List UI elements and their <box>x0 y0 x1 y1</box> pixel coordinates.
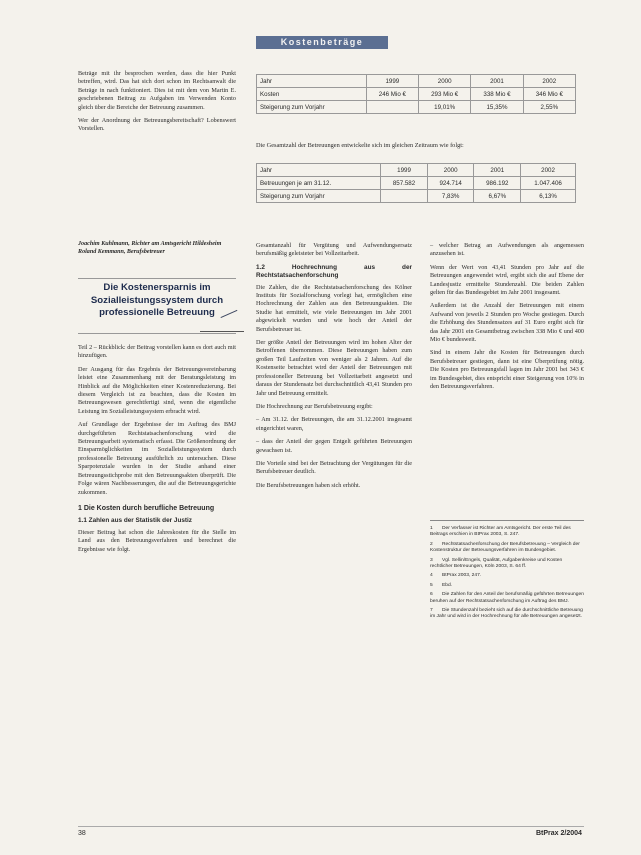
footnote-number: 6 <box>430 592 433 598</box>
table-cell: 2002 <box>523 75 575 88</box>
table-cell: Steigerung zum Vorjahr <box>257 101 367 114</box>
table-row <box>257 190 576 203</box>
table-row <box>257 177 576 190</box>
footnote-number: 1 <box>430 526 433 531</box>
paragraph: – welcher Betrag an Aufwendungen als angemessen anzusehen ist. <box>430 242 584 258</box>
paragraph: Wenn der Wert von 43,41 Stunden pro Jahr auf die Betreuungen angewendet wird, ergibt sich die auf Ebene der Landesjustiz ermittelte Stundenzahl. Die beiden Zahlen gelten für das Bundesgebiet im Jahr 2001 insgesamt. <box>430 263 584 297</box>
journal-name: BtPrax 2/2004 <box>536 830 582 837</box>
table-cell <box>366 101 418 114</box>
footnote <box>430 558 584 571</box>
table-cell: 293 Mio € <box>419 88 471 101</box>
table-cell <box>381 190 428 203</box>
subsection-heading: 1.1 Zahlen aus der Statistik der Justiz <box>78 517 193 525</box>
col2-body <box>256 242 412 495</box>
paragraph: Beträge mit ihr besprochen werden, dass die hier Punkt betreffen, wird. Das hat sich dort schon im Rechtsanwalt die Beträge in nach funktioniert. Dies ist mit dem von Martin E. geschriebenen Beitrag zu Aufgaben im Verwenden Konto gleich über die Bereiche der Betreuung zusammen. <box>78 70 236 111</box>
paragraph: – dass der Anteil der gegen Entgelt geführten Betreuungen gewachsen ist. <box>256 438 412 454</box>
table-caption: Die Gesamtzahl der Betreuungen entwickelte sich im gleichen Zeitraum wie folgt: <box>256 142 464 149</box>
section-heading: 1 Die Kosten durch berufliche Betreuung <box>78 504 215 512</box>
table-cell: 2002 <box>521 164 576 177</box>
paragraph: Der Ausgang für das Ergebnis der Betreuungsvereinbarung leistet eine Zusammenhang mit der Beratungsleistung im Hinblick auf die Möglichkeiten einer Kostenreduzierung. Bei diesem Vergleich ist zu beachten, dass die Kosten im Betreuungswesen gerechtfertigt sind, wenn die eigentliche Leistung im Sozialleistungssystem erbracht wird. <box>78 365 236 415</box>
footnote-number: 4 <box>430 573 433 579</box>
table-cell: 2001 <box>474 164 521 177</box>
footnote-number: 2 <box>430 541 433 547</box>
footnote-text: Ebd. <box>442 582 453 588</box>
signature-mark <box>200 317 244 332</box>
table-cell: 2,55% <box>523 101 575 114</box>
table-cell: Betreuungen je am 31.12. <box>257 177 381 190</box>
footnote-number: 5 <box>430 582 433 588</box>
table-cell: Jahr <box>257 75 367 88</box>
paragraph: Außerdem ist die Anzahl der Betreuungen mit einem Aufwand von jeweils 2 Stunden pro Woche gestiegen. Durch die Erhöhung des Stundensatzes auf 31 Euro ergibt sich für das Jahr 2001 ein Gesamtbetrag zwischen 338 Mio € und 400 Mio € bundesweit. <box>430 302 584 344</box>
footnote <box>430 592 584 605</box>
table-cell: 338 Mio € <box>471 88 523 101</box>
table-cell: 924.714 <box>427 177 474 190</box>
cost-table <box>256 74 576 114</box>
table-row <box>257 101 576 114</box>
table-cell: Steigerung zum Vorjahr <box>257 190 381 203</box>
subsection-heading: 1.2 Hochrechnung aus der Rechtstatsachenforschung <box>256 263 412 280</box>
footnote-text: Rechtstatsachenforschung der Berufsbetreuung – Vergleich der Kostenstruktur der Betreuungsverfahren im Bundesgebiet. <box>430 541 580 554</box>
table-cell: 246 Mio € <box>366 88 418 101</box>
author-line: Roland Kemmann, Berufsbetreuer <box>78 249 165 256</box>
table-cell: Kosten <box>257 88 367 101</box>
paragraph: Auf Grundlage der Ergebnisse der im Auftrag des BMJ durchgeführten Rechtstatsachenforschung wird die Betreuungsarbeit systematisch erfasst. Die Größenordnung der Einsparmöglichkeiten im Sozialleistungssystem durch professionelle Betreuung ausführlich zu untersuchen. Diese Sparpotenziale wurden in der Studie anhand einer Betreuungsstichprobe mit den Betreuungsakten überprüft. Die Folge wären Nachbesserungen, die auf die Betreuungsgerichte zukommen. <box>78 421 236 496</box>
table-cell: 1999 <box>381 164 428 177</box>
paragraph: Die Hochrechnung zur Berufsbetreuung ergibt: <box>256 402 373 410</box>
footnote <box>430 542 584 555</box>
table-header-row <box>257 75 576 88</box>
col3-body <box>430 242 584 397</box>
footnote <box>430 573 584 579</box>
paragraph: Die Zahlen, die die Rechtstatsachenforschung des Kölner Instituts für Sozialforschung vorlegt hat, ermöglichen eine Hochrechnung der Zahlen aus den Betreuungsakten. Die Studie hat ermittelt, wie viele Betreuungen im Jahr 2001 abgewickelt wurden und wie hoch der Anteil der Berufsbetreuer ist. <box>256 283 412 333</box>
table-cell: 7,83% <box>427 190 474 203</box>
footer-rule <box>78 826 584 827</box>
footnote <box>430 526 584 539</box>
table-cell: 15,35% <box>471 101 523 114</box>
footnote-text: Der Verfasser ist Richter am Amtsgericht. Der erste Teil des Beitrags erschien in BtPrax 2003, S. 247. <box>430 526 571 538</box>
paragraph: Wer der Anordnung der Betreuungsbereitschaft? Lobenswert Vorstellen. <box>78 117 236 133</box>
table-cell: 6,13% <box>521 190 576 203</box>
table-header-row <box>257 164 576 177</box>
paragraph: Die Berufsbetreuungen haben sich erhöht. <box>256 481 361 489</box>
table-cell: 2001 <box>471 75 523 88</box>
footnote-text: Vgl. Sellin/Engels, Qualität, Aufgabenkreise und Kosten rechtlicher Betreuungen, Köln 2003, S. 64 ff. <box>430 557 563 570</box>
table-cell: Jahr <box>257 164 381 177</box>
paragraph: Die Vorteile sind bei der Betrachtung der Vergütungen für die Berufsbetreuer deutlich. <box>256 459 412 476</box>
footnote-number: 3 <box>430 557 433 563</box>
table-row <box>257 88 576 101</box>
paragraph: Der größte Anteil der Betreuungen wird im hohen Alter der Betroffenen übernommen. Diese Betreuungen haben zum großen Teil Laufzeiten von weniger als 2 Jahren. Auf die Kostenseite betrachtet wird der Anteil der Betreuungen mit professioneller Betreuung bei Vollzeitarbeit angesetzt und daraus der Stundensatz bei durchschnittlich 43,41 Stunden pro Jahr und Betreuung ermittelt. <box>256 339 412 397</box>
page-number: 38 <box>78 830 86 837</box>
footnote-number: 7 <box>430 608 433 614</box>
paragraph: Teil 2 – Rückblick: der Beitrag vorstellen kann es dort auch mit hinzufügen. <box>78 344 236 360</box>
footnote-text: Die Zahlen für den Anteil der berufsmäßig geführten Betreuungen beruhen auf der Rechtstatsachenforschung im Auftrag des BMJ. <box>430 592 584 604</box>
paragraph: – Am 31.12. der Betreuungen, die am 31.12.2001 insgesamt eingerichtet waren, <box>256 416 412 432</box>
col1-top-text <box>78 70 236 139</box>
cases-table <box>256 163 576 203</box>
footnote-text: BtPrax 2003, 247. <box>442 573 482 579</box>
section-header-bar: Kostenbeträge <box>256 36 388 49</box>
table-cell: 1.047.406 <box>521 177 576 190</box>
footnote-text: Die Stundenzahl bezieht sich auf die durchschnittliche Betreuung im Jahr und wird in der Hochrechnung für alle Betreuungen angesetzt. <box>430 608 583 620</box>
paragraph: Gesamtanzahl für Vergütung und Aufwendungsersatz berufsmäßig geleisteter bei Vollzeitarbeit. <box>256 242 412 258</box>
table-cell: 346 Mio € <box>523 88 575 101</box>
paragraph: Sind in einem Jahr die Kosten für Betreuungen durch Berufsbetreuer gestiegen, dann ist eine Überprüfung nötig. Die Kosten pro Betreuungsfall lagen im Jahr 2001 bei 343 € im Bundesgebiet, dies entspricht einer Steigerung von 10% in den Betreuungsverfahren. <box>430 349 584 391</box>
table-cell: 857.582 <box>381 177 428 190</box>
article-title: Die Kostenersparnis im Sozialleistungssystem durch professionelle Betreuung <box>90 282 224 319</box>
table-cell: 2000 <box>427 164 474 177</box>
col1-body <box>78 344 236 559</box>
author-block <box>78 240 236 256</box>
footnote <box>430 583 584 589</box>
table-cell: 2000 <box>419 75 471 88</box>
footnote <box>430 608 584 621</box>
table-cell: 19,01% <box>419 101 471 114</box>
author-line: Joachim Kuhlmann, Richter am Amtsgericht Hildesheim <box>78 241 222 247</box>
footnotes <box>430 520 584 624</box>
table-cell: 6,67% <box>474 190 521 203</box>
paragraph: Dieser Beitrag hat schon die Jahreskosten für die Stelle im Land aus den Betreuungsverfahren und berechnet die Ergebnisse wie folgt. <box>78 528 236 553</box>
table-cell: 1999 <box>366 75 418 88</box>
table-cell: 986.192 <box>474 177 521 190</box>
